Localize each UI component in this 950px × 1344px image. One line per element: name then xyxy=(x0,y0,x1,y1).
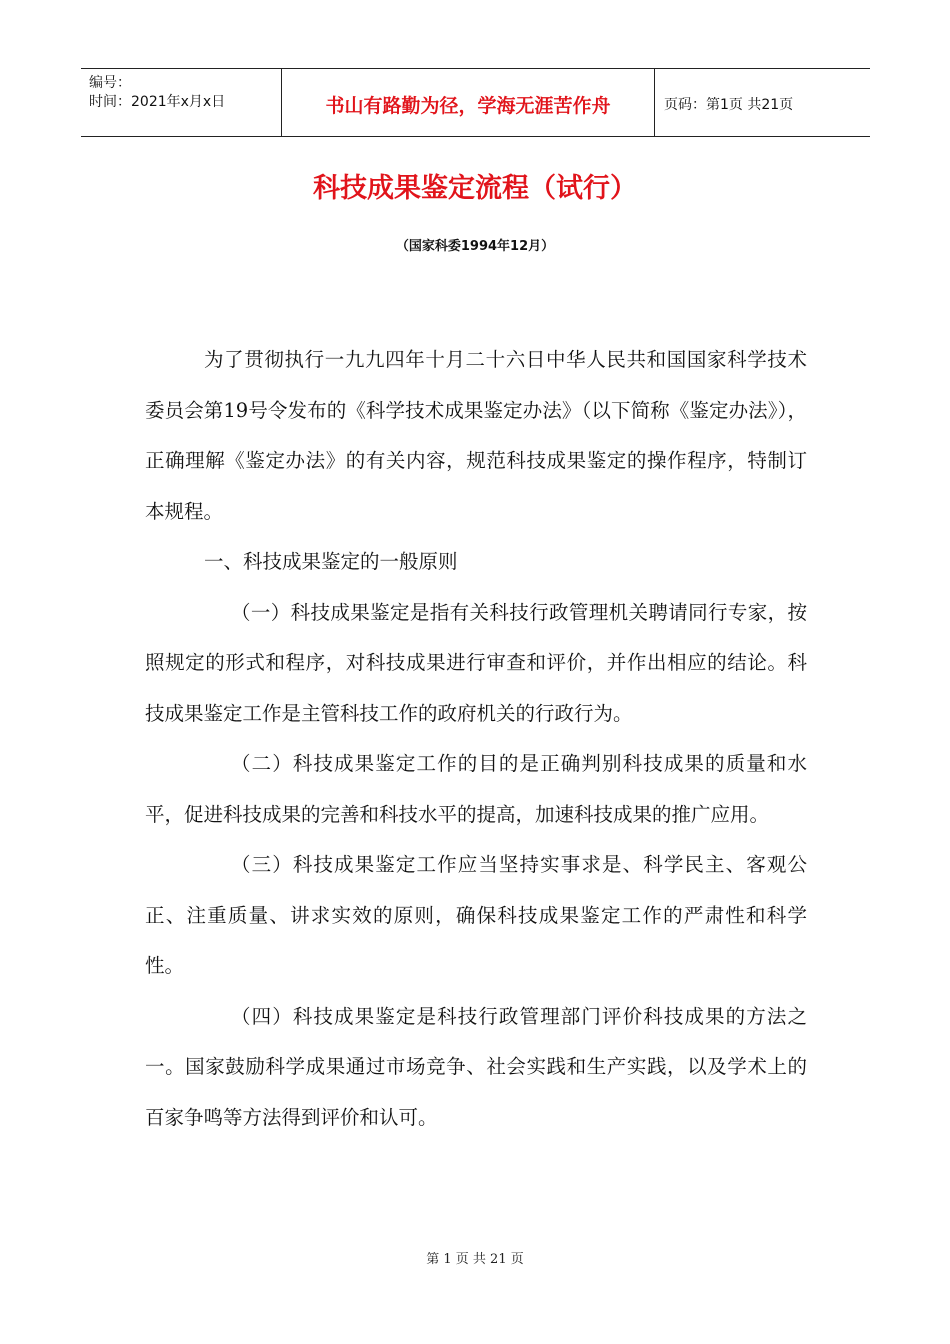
motto: 书山有路勤为径，学海无涯苦作舟 xyxy=(325,95,611,117)
paragraph-item-1: （一）科技成果鉴定是指有关科技行政管理机关聘请同行专家，按照规定的形式和程序，对科技成果进行审查和评价，并作出相应的结论。科技成果鉴定工作是主管科技工作的政府机关的行政行为。 xyxy=(145,600,807,725)
header-page-cell xyxy=(655,69,870,136)
number-label: 编号： xyxy=(89,75,131,91)
time-label: 时间：2021年x月x日 xyxy=(89,94,226,110)
header-meta-cell xyxy=(81,69,282,136)
paragraph-item-4: （四）科技成果鉴定是科技行政管理部门评价科技成果的方法之一。国家鼓励科学成果通过市场竞争、社会实践和生产实践，以及学术上的百家争鸣等方法得到评价和认可。 xyxy=(145,1004,807,1129)
page-info: 页码：第1页 共21页 xyxy=(664,97,794,113)
header-motto-cell xyxy=(282,69,655,136)
document-body xyxy=(145,335,807,1143)
header-table xyxy=(81,68,870,137)
page-footer: 第 1 页 共 21 页 xyxy=(426,1252,524,1267)
paragraph-item-3: （三）科技成果鉴定工作应当坚持实事求是、科学民主、客观公正、注重质量、讲求实效的原则，确保科技成果鉴定工作的严肃性和科学性。 xyxy=(145,853,807,977)
paragraph-intro: 为了贯彻执行一九九四年十月二十六日中华人民共和国国家科学技术委员会第19号令发布的《科学技术成果鉴定办法》（以下简称《鉴定办法》），正确理解《鉴定办法》的有关内容，规范科技成果鉴定的操作程序，特制订本规程。 xyxy=(145,348,807,523)
paragraph-item-2: （二）科技成果鉴定工作的目的是正确判别科技成果的质量和水平，促进科技成果的完善和科技水平的提高，加速科技成果的推广应用。 xyxy=(145,752,807,826)
document-title: 科技成果鉴定流程（试行） xyxy=(313,173,637,204)
section-heading: 一、科技成果鉴定的一般原则 xyxy=(204,550,458,573)
document-subtitle: （国家科委1994年12月） xyxy=(395,239,555,254)
